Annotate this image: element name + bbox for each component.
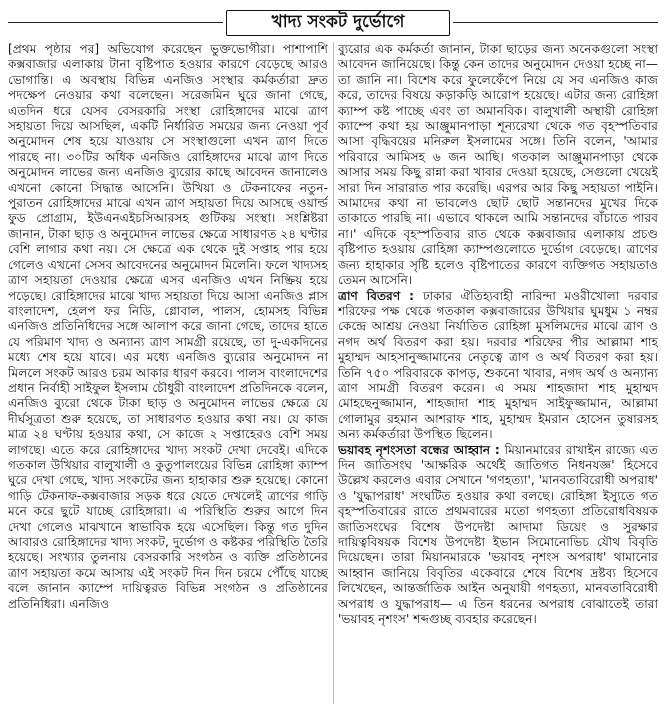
left-column-text: অভিযোগ করেছেন ভুক্তভোগীরা। পাশাপাশি কক্সবাজার এলাকায় টানা বৃষ্টিপাত হওয়ার কারণে বেড়েছে আরও ভোগান্তি। এ অবস্থায় বিভিন্ন এনজিও সংস্থার কর্মকর্তারা দ্রুত পদক্ষেপ নেওয়ার কথা বলেছেন। সরেজমিন ঘুরে জানা গেছে, এতদিন ধরে যেসব বেসরকারি সংস্থা রোহিঙ্গাদের মাঝে ত্রাণ সহায়তা দিয়ে আসছিল, একটি নির্ধারিত সময়ের জন্য নেওয়া পূর্ব অনুমোদন শেষ হয়ে যাওয়ায় সে সংস্থাগুলো এখন ত্রাণ দিতে পারছে না। ৩০টির অধিক এনজিও রোহিঙ্গাদের মাঝে ত্রাণ দিতে অনুমোদন লাভের জন্য এনজিও ব্যুরোর কাছে আবেদন জানালেও এখনো কোনো সিদ্ধান্ত আসেনি। উখিয়া ও টেকনাফের নতুন-পুরাতন রোহিঙ্গাদের মাঝে এখন ত্রাণ সহায়তা দিয়ে আসছে ওয়ার্ল্ড ফুড প্রোগ্রাম, ইউএনএইচসিআরসহ গুটিকয় সংস্থা। সংশ্লিষ্টরা জানান, টাকা ছাড় ও অনুমোদন লাভের ক্ষেত্রে সাধারণত ২৪ ঘণ্টার বেশি লাগার কথা নয়। সে ক্ষেত্রে এক থেকে দুই সপ্তাহ পার হয়ে গেলেও এখনো সেসব আবেদনের অনুমোদন মিলেনি। ফলে খাদ্যসহ ত্রাণ সহায়তা দেওয়ার ক্ষেত্রে এসব এনজিও এখন নিষ্ক্রিয় হয়ে পড়েছে। রোহিঙ্গাদের মাঝে খাদ্য সহায়তা দিয়ে আসা এনজিও প্লাস বাংলাদেশ, হেলপ ফর নিডি, গ্লোবাল, পালস, হোমসহ বিভিন্ন এনজিও প্রতিনিধিদের সঙ্গে আলাপ করে জানা গেছে, তাদের হাতে যে পরিমাণ খাদ্য ও অন্যান্য ত্রাণ সামগ্রী রয়েছে, তা দু-একদিনের মধ্যে শেষ হয়ে যাবে। এর মধ্যে এনজিও ব্যুরোর অনুমোদন না মিললে সংকট আরও চরম আকার ধারণ করবে। পালস বাংলাদেশের প্রধান নির্বাহী সাইফুল ইসলাম চৌধুরী বাংলাদেশ প্রতিদিনকে বলেন, এনজিও ব্যুরো থেকে টাকা ছাড় ও অনুমোদন লাভের ক্ষেত্রে যে দীর্ঘসূত্রতা শুরু হয়েছে, তা সাধারণত হওয়ার কথা নয়। যে কাজ মাত্র ২৪ ঘণ্টায় হওয়ার কথা, সে কাজে ২ সপ্তাহেরও বেশি সময় লাগছে। এতে করে রোহিঙ্গাদের খাদ্য সংকট দেখা দেবেই। এদিকে গতকাল উখিয়ার বালুখালী ও কুতুপালংয়ের বিভিন্ন রোহিঙ্গা ক্যাম্প ঘুরে দেখা গেছে, খাদ্য সংকটের জন্য হাহাকার শুরু হয়েছে। কোনো গাড়ি টেকনাফ-কক্সবাজার সড়ক ধরে যেতে দেখলেই ত্রাণের গাড়ি মনে করে ছুটে যাচ্ছে রোহিঙ্গারা। এ পরিস্থিতি শুরুর আগে দিন দেখা গেলেও মাঝখানে স্বাভাবিক হয়ে এসেছিল। কিন্তু গত দুদিন আবারও রোহিঙ্গাদের খাদ্য সংকট, দুর্ভোগ ও কষ্টকর পরিস্থিতি তৈরি হয়েছে। সংখ্যার তুলনায় বেসরকারি সংগঠন ও ব্যক্তি প্রতিষ্ঠানের ত্রাণ সহায়তা কমে আসায় এই সংকট দিন দিন চরমে পৌঁছে যাচ্ছে বলে জানান ক্যাম্পে দায়িত্বরত বিভিন্ন সংগঠন ও প্রতিষ্ঠানের প্রতিনিধিরা। এনজিও [8,42,328,611]
genocide-section [338,443,658,628]
relief-section [338,289,658,443]
genocide-heading: ভয়াবহ নৃশংসতা বন্ধের আহ্বান : [338,442,505,457]
relief-heading: ত্রাণ বিতরণ : [338,288,423,303]
right-column-paragraph-1: ব্যুরোর এক কর্মকর্তা জানান, টাকা ছাড়ের জন্য অনেকগুলো সংস্থা আবেদন জানিয়েছে। কিন্তু কেন তাদের অনুমোদন দেওয়া হচ্ছে না— তা জানি না। বিশেষ করে ফুলেফেঁপে নিয়ে যে সব এনজিও কাজ করে, তাদের বিষয়ে কড়াকড়ি আরোপ হয়েছে। এটার জন্য রোহিঙ্গা ক্যাম্প কষ্ট পাচ্ছে এবং তা অমানবিক। বালুখালী অস্থায়ী রোহিঙ্গা ক্যাম্পে কথা হয় আঞ্জুমানপাড়া শূন্যরেখা থেকে গত বৃহস্পতিবার আসা বৃদ্ধিবয়ের মনিরুল ইসলামের সঙ্গে। তিনি বলেন, 'আমার পরিবারে আমিসহ ৬ জন আছি। গতকাল আঞ্জুমানপাড়া থেকে আসার সময় কিছু রান্না করা খাবার দেওয়া হয়েছে, সেগুলো খেয়েই সারা দিন সারারাত পার করেছি। এরপর আর কিছু সহায়তা পাইনি। আমাদের কথা না ভাবলেও ছোট ছোট সন্তানদের মুখের দিকে তাকাতে পারছি না। এভাবে থাকলে আমি সন্তানদের বাঁচাতে পারব না।' এদিকে বৃহস্পতিবার রাত থেকে কক্সবাজার এলাকায় প্রচণ্ড বৃষ্টিপাত হওয়ায় রোহিঙ্গা ক্যাম্পগুলোতে দুর্ভোগ বেড়েছে। ত্রাণের জন্য হাহাকার সৃষ্টি হলেও বৃষ্টিপাতের কারণে ব্যক্তিগত সহায়তাও তেমন আসেনি। [338,42,658,288]
headline-rule-left [8,22,223,23]
left-column [8,42,328,704]
headline: খাদ্য সংকট দুর্ভোগে [226,10,450,36]
left-column-paragraph [8,42,328,612]
column-divider [333,42,334,704]
continued-label: [প্রথম পৃষ্ঠার পর] [8,42,108,56]
relief-text: ঢাকার ঐতিহ্যবাহী নারিন্দা মওরীখোলা দরবার শরিফের পক্ষ থেকে গতকাল কক্সবাজারের উখিয়ার ঘুমধুম ১ নম্বর কেন্দ্রে আশ্রয় নেওয়া নির্যাতিত রোহিঙ্গা মুসলিমদের মাঝে ত্রাণ ও নগদ অর্থ বিতরণ করা হয়। দরবার শরিফের পীর আল্লামা শাহ মুহাম্মদ আহসানুজ্জামানের নেতৃত্বে ত্রাণ ও অর্থ বিতরণ করা হয়। তিনি ৭৫০ পরিবারকে কাপড়, শুকনো খাবার, নগদ অর্থ ও অন্যান্য ত্রাণ সামগ্রী বিতরণ করেন। এ সময় শাহজাদা শাহ মুহাম্মদ মোহছেনুজ্জামান, শাহজাদা শাহ মুহাম্মদ সাইফুজ্জামান, আল্লামা গোলামুর রহমান আশরাফ শাহ, মুহাম্মদ ইমরান হোসেন তুষারসহ অন্য কর্মকর্তারা উপস্থিত ছিলেন। [338,288,658,442]
genocide-text: মিয়ানমারের রাখাইন রাজ্যে এত দিন জাতিসংঘ 'আক্ষরিক অর্থেই জাতিগত নিধনযজ্ঞ' হিসেবে উল্লেখ করলেও এবার সেখানে 'গণহত্যা', 'মানবতাবিরোধী অপরাধ' ও 'যুদ্ধাপরাধ' সংঘটিত হওয়ার কথা বলছে। রোহিঙ্গা ইস্যুতে গত বৃহস্পতিবারের রাতে প্রথমবারের মতো গণহত্যা প্রতিরোধবিষয়ক জাতিসংঘের বিশেষ উপদেষ্টা আদামা ডিয়েং ও সুরক্ষার দায়িত্ববিষয়ক বিশেষ উপদেষ্টা ইভান সিমোনোভিচ যৌথ বিবৃতি দিয়েছেন। তারা মিয়ানমারকে 'ভয়াবহ নৃশংস অপরাধ' থামানোর আহ্বান জানিয়ে বিবৃতির একেবারে শেষে বিশেষ দ্রষ্টব্য হিসেবে লিখেছেন, আন্তর্জাতিক আইন অনুযায়ী গণহত্যা, মানবতাবিরোধী অপরাধ ও যুদ্ধাপরাধ— এ তিন ধরনের অপরাধ বোঝাতেই তারা 'ভয়াবহ নৃশংস' শব্দগুচ্ছ ব্যবহার করেছেন। [338,442,658,627]
right-column [338,42,658,704]
headline-rule-right [453,22,658,23]
headline-bar [8,10,658,36]
article-columns [8,42,658,704]
